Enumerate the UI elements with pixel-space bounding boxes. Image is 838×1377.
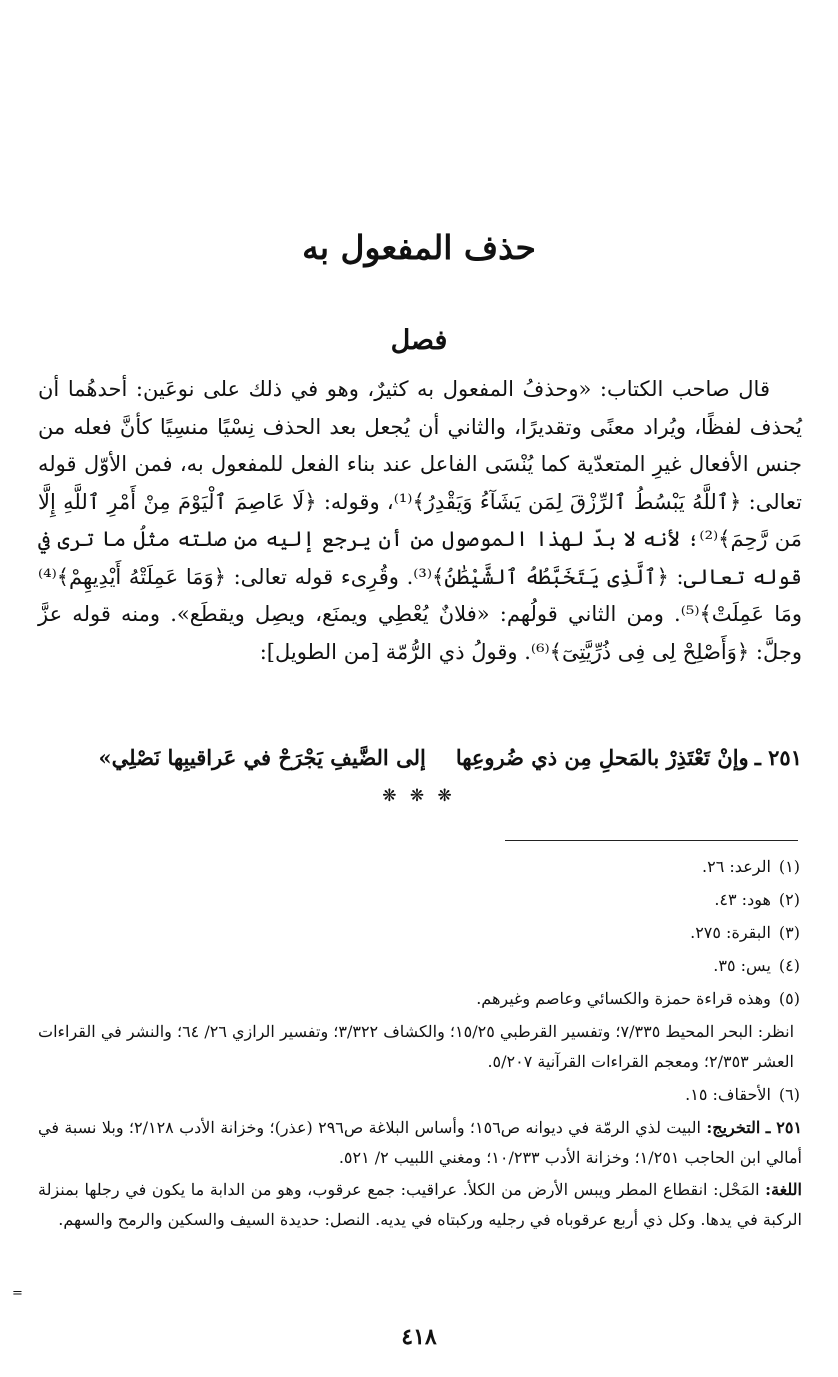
footnote-number: (٥) bbox=[778, 989, 800, 1008]
verse-first-hemistich: وإنْ تَعْتَذِرْ بالمَحلِ مِن ذي ضُروعِها bbox=[455, 745, 749, 770]
chapter-title: حذف المفعول به bbox=[302, 228, 536, 267]
takhrij-note bbox=[38, 1113, 802, 1173]
lugha-text: المَحْل: انقطاع المطر ويبس الأرض من الكلأ. عراقيب: جمع عرقوب، وهو من الدابة ما يكون في رجلها بمنزلة الركبة في يدها. وكل ذي أربع عرقوباه في رجليه وركبتاه في يديه. النصل: حديدة السيف والسكين والرمح والسهم. bbox=[38, 1180, 802, 1229]
footnote-number: (٤) bbox=[778, 956, 800, 975]
footnote-text: الرعد: ٢٦. bbox=[702, 857, 771, 876]
footnote-number: (٢) bbox=[778, 890, 800, 909]
footnote-5-references: انظر: البحر المحيط ٧/٣٣٥؛ وتفسير القرطبي ١٥/٢٥؛ والكشاف ٣/٣٢٢؛ وتفسير الرازي ٢٦/ ٦٤؛ والنشر في القراءات العشر ٢/٣٥٣؛ ومعجم القراءات القرآنية ٥/٢٠٧. bbox=[38, 1022, 795, 1071]
takhrij-text: البيت لذي الرمّة في ديوانه ص١٥٦؛ وأساس البلاغة ص٢٩٦ (عذر)؛ وخزانة الأدب ٢/١٢٨؛ وبلا نسبة في أمالي ابن الحاجب ١/٢٥١؛ وخزانة الأدب ١٠/٢٣٣؛ ومغني اللبيب ٢/ ٥٢١. bbox=[38, 1118, 802, 1167]
body-text: قال صاحب الكتاب: «وحذفُ المفعول به كثيرٌ، وهو في ذلك على نوعَين: أحدهُما أن يُحذف لفظًا، ويُراد معنًى وتقديرًا، والثاني أن يُجعل بعد الحذف نِسْيًا منسِيًا كأنَّ فعله من جنس الأفعال غيرِ المتعدّية كما يُنْسَى الفاعل عند بناء الفعل للمفعول به، فمن الأوّل قوله تعالى: ﴿ٱللَّهُ يَبْسُطُ ٱلرِّزْقَ لِمَن يَشَآءُ وَيَقْدِرُ﴾⁽¹⁾، وقوله: ﴿لَا عَاصِمَ ٱلْيَوْمَ مِنْ أَمْرِ ٱللَّهِ إِلَّا مَن رَّحِمَ﴾⁽²⁾؛ لأنه لا بدّ لهذا الموصول من أن يرجع إليه من صلته مثلُ ما ترى في قوله تعالى: ﴿ٱلَّذِى يَتَخَبَّطُهُ ٱلشَّيْطَٰنُ﴾⁽³⁾. وقُرِىء قوله تعالى: ﴿وَمَا عَمِلَتْهُ أَيْدِيهِمْ﴾⁽⁴⁾ ومَا عَمِلَتْ﴾⁽⁵⁾. ومن الثاني قولُهم: «فلانٌ يُعْطِي ويمنَع، ويصِل ويقطَع». ومنه قوله عزَّ وجلَّ: ﴿وَأَصْلِحْ لِى فِى ذُرِّيَّتِىٓ﴾⁽⁶⁾. وقولُ ذي الرُّمّة [من الطويل]: bbox=[38, 377, 802, 664]
page-number: ٤١٨ bbox=[401, 1324, 437, 1350]
takhrij-number: ٢٥١ ـ bbox=[765, 1118, 803, 1137]
footnote-text: البقرة: ٢٧٥. bbox=[690, 923, 771, 942]
continuation-mark: = bbox=[12, 1286, 23, 1301]
footnote-text: وهذه قراءة حمزة والكسائي وعاصم وغيرهم. bbox=[476, 989, 771, 1008]
section-separator: ❋ ❋ ❋ bbox=[382, 786, 456, 806]
footnote-4 bbox=[38, 951, 802, 981]
takhrij-label: التخريج: bbox=[706, 1118, 761, 1137]
footnotes bbox=[38, 852, 802, 1235]
footnote-number: (٣) bbox=[778, 923, 800, 942]
poem-verse bbox=[38, 740, 802, 776]
verse-number: ٢٥١ ـ bbox=[754, 745, 802, 770]
footnote-3 bbox=[38, 918, 802, 948]
footnote-number: (١) bbox=[778, 857, 800, 876]
footnote-divider bbox=[505, 840, 798, 841]
footnote-text: هود: ٤٣. bbox=[714, 890, 771, 909]
lugha-label: اللغة: bbox=[765, 1180, 802, 1199]
body-paragraph bbox=[38, 371, 802, 671]
lugha-note bbox=[38, 1175, 802, 1235]
footnote-number: (٦) bbox=[778, 1085, 800, 1104]
footnote-text: يس: ٣٥. bbox=[713, 956, 771, 975]
footnote-text: الأحقاف: ١٥. bbox=[685, 1085, 771, 1104]
section-title: فصل bbox=[390, 325, 448, 356]
footnote-1 bbox=[38, 852, 802, 882]
footnote-6 bbox=[38, 1080, 802, 1110]
verse-second-hemistich: إلى الضَّيفِ يَجْرَحْ في عَراقيبِها نَصْلِي» bbox=[98, 745, 426, 770]
footnote-5 bbox=[38, 984, 802, 1014]
footnote-2 bbox=[38, 885, 802, 915]
